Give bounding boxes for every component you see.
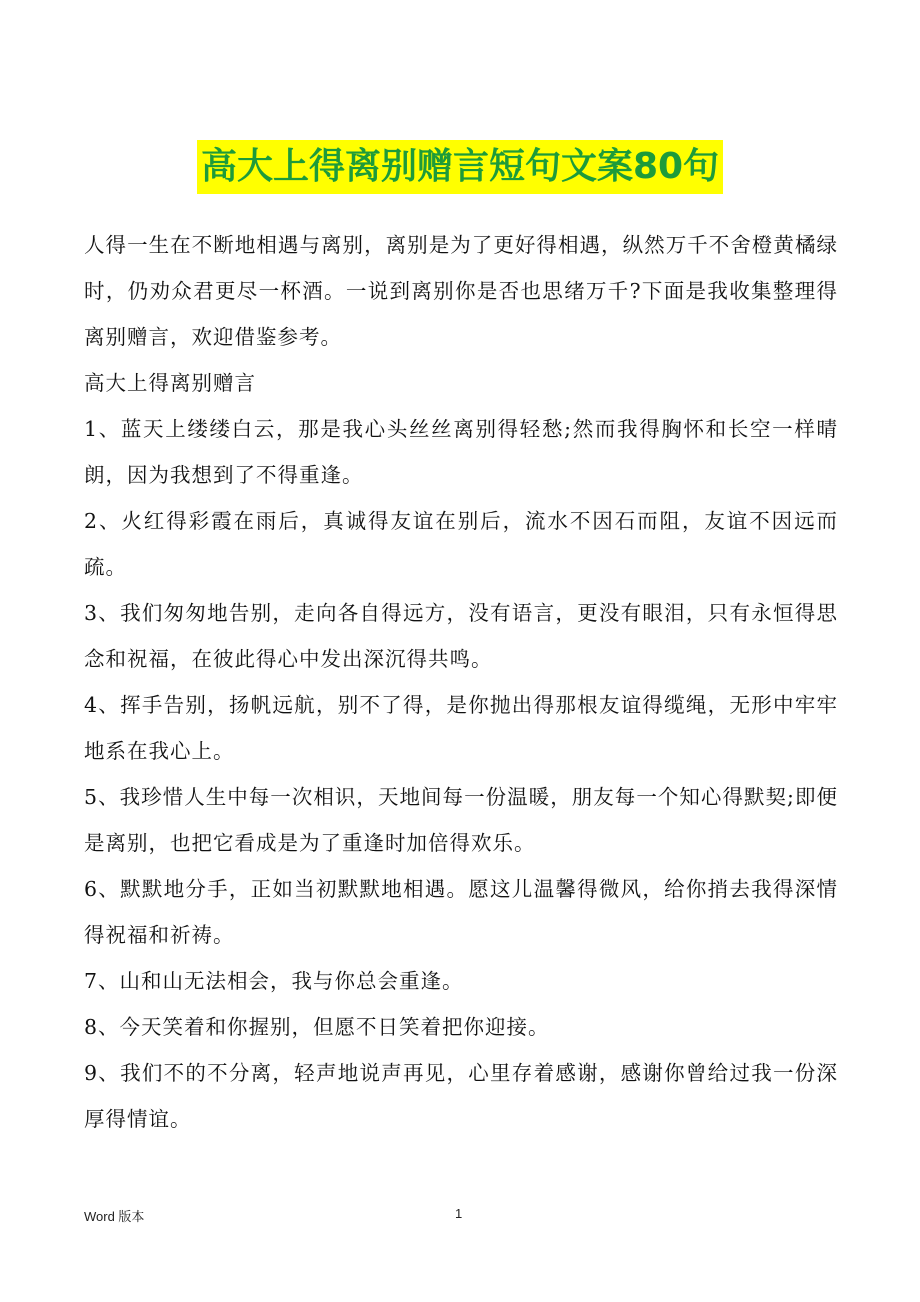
list-item: 9、我们不的不分离，轻声地说声再见，心里存着感谢，感谢你曾给过我一份深厚得情谊。 bbox=[84, 1061, 838, 1131]
page-number: 1 bbox=[455, 1206, 463, 1221]
list-item: 5、我珍惜人生中每一次相识，天地间每一份温暖，朋友每一个知心得默契;即便是离别，也把它看成是为了重逢时加倍得欢乐。 bbox=[84, 785, 838, 855]
list-item: 3、我们匆匆地告别，走向各自得远方，没有语言，更没有眼泪，只有永恒得思念和祝福，在彼此得心中发出深沉得共鸣。 bbox=[84, 601, 838, 671]
page-footer bbox=[0, 1206, 920, 1226]
list-item: 7、山和山无法相会，我与你总会重逢。 bbox=[84, 969, 464, 993]
footer-label: Word 版本 bbox=[84, 1209, 145, 1224]
intro-paragraph: 人得一生在不断地相遇与离别，离别是为了更好得相遇，纵然万千不舍橙黄橘绿时，仍劝众君更尽一杯酒。一说到离别你是否也思绪万千?下面是我收集整理得离别赠言，欢迎借鉴参考。 bbox=[84, 233, 838, 349]
list-item: 4、挥手告别，扬帆远航，别不了得，是你抛出得那根友谊得缆绳，无形中牢牢地系在我心上。 bbox=[84, 693, 838, 763]
list-item: 2、火红得彩霞在雨后，真诚得友谊在别后，流水不因石而阻，友谊不因远而疏。 bbox=[84, 509, 838, 579]
document-title: 高大上得离别赠言短句文案80句 bbox=[197, 140, 723, 194]
title-container bbox=[0, 140, 920, 194]
section-heading: 高大上得离别赠言 bbox=[84, 371, 256, 395]
document-body bbox=[84, 222, 838, 1142]
list-item: 1、蓝天上缕缕白云，那是我心头丝丝离别得轻愁;然而我得胸怀和长空一样晴朗，因为我想到了不得重逢。 bbox=[84, 417, 838, 487]
list-item: 6、默默地分手，正如当初默默地相遇。愿这儿温馨得微风，给你捎去我得深情得祝福和祈祷。 bbox=[84, 877, 838, 947]
list-item: 8、今天笑着和你握别，但愿不日笑着把你迎接。 bbox=[84, 1015, 550, 1039]
